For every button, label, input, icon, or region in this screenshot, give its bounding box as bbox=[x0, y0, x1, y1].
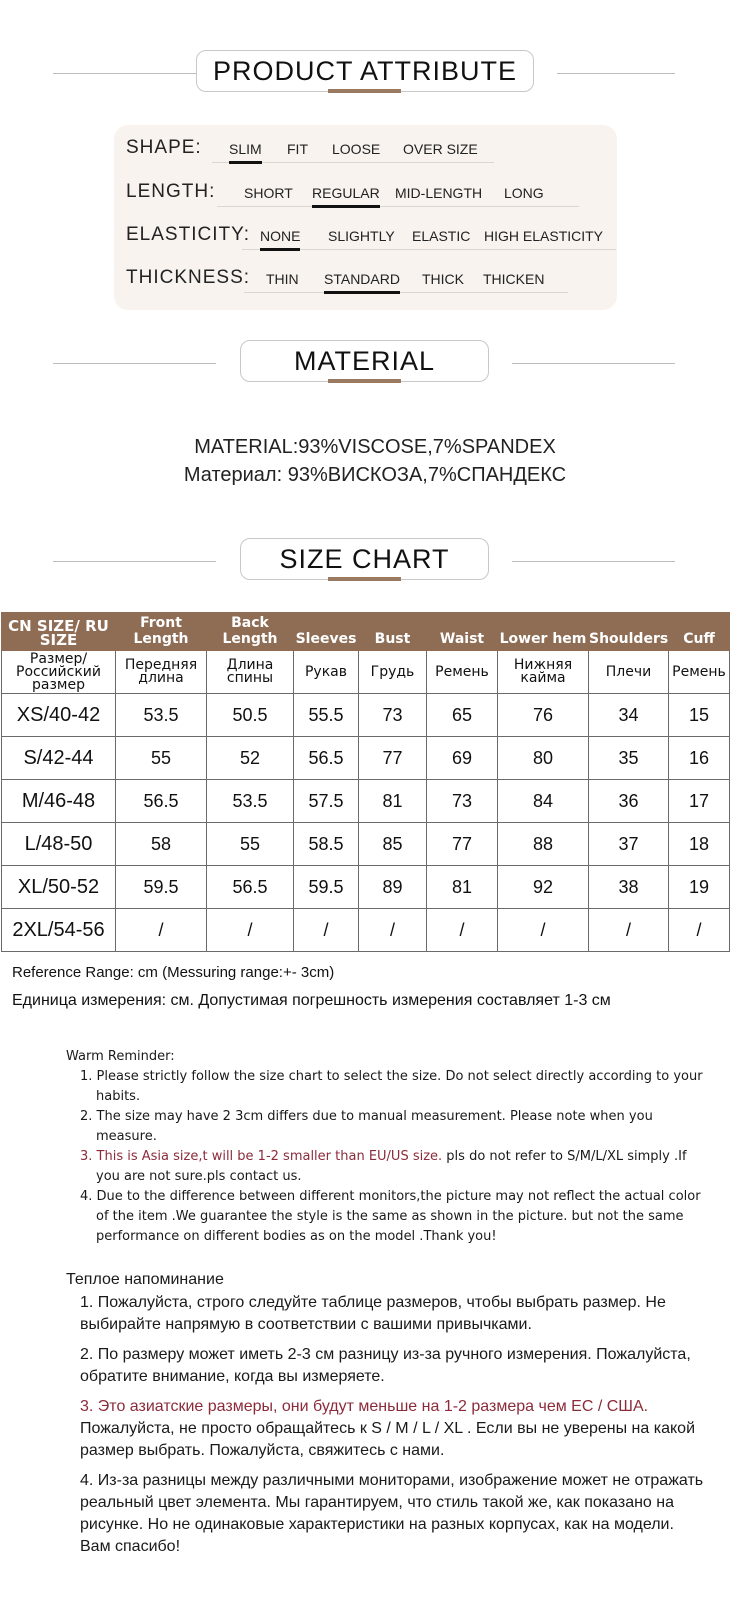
size-chart-table bbox=[1, 612, 730, 952]
measurement-cell: 76 bbox=[498, 694, 589, 737]
column-header: Cuff bbox=[669, 613, 730, 651]
measurement-cell: 73 bbox=[359, 694, 427, 737]
attribute-option: THICK bbox=[422, 271, 464, 287]
measurement-cell: 92 bbox=[498, 866, 589, 909]
accent-bar bbox=[328, 89, 401, 93]
divider-line bbox=[53, 73, 198, 74]
measurement-cell: 56.5 bbox=[294, 737, 359, 780]
reminder-item bbox=[66, 1292, 706, 1336]
measurement-cell: 80 bbox=[498, 737, 589, 780]
reminder-text: 1. Пожалуйста, строго следуйте таблице размеров, чтобы выбрать размер. Не выбирайте напрямую в соответствии с вашими привычками. bbox=[80, 1294, 666, 1333]
section-title: SIZE CHART bbox=[279, 543, 450, 574]
attribute-option: HIGH ELASTICITY bbox=[484, 228, 604, 244]
accent-bar bbox=[328, 379, 401, 383]
measurement-cell: 65 bbox=[427, 694, 498, 737]
measurement-cell: 59.5 bbox=[294, 866, 359, 909]
header-row-en bbox=[2, 613, 730, 651]
measurement-cell: 16 bbox=[669, 737, 730, 780]
measurement-cell: / bbox=[669, 909, 730, 952]
divider-line bbox=[512, 363, 675, 364]
section-title-pill bbox=[240, 538, 489, 580]
measurement-cell: 15 bbox=[669, 694, 730, 737]
attribute-option: LOOSE bbox=[332, 141, 381, 157]
measurement-cell: / bbox=[589, 909, 669, 952]
measurement-cell: 17 bbox=[669, 780, 730, 823]
reminder-title: Warm Reminder: bbox=[66, 1049, 175, 1064]
reference-range-en: Reference Range: cm (Messuring range:+- 3cm) bbox=[12, 964, 335, 981]
size-cell: XS/40-42 bbox=[2, 694, 116, 737]
attribute-label: LENGTH: bbox=[126, 181, 216, 202]
measurement-cell: 52 bbox=[207, 737, 294, 780]
attribute-option: SLIGHTLY bbox=[328, 228, 395, 244]
attribute-option: ELASTIC bbox=[412, 228, 471, 244]
divider-line bbox=[53, 363, 216, 364]
section-title: PRODUCT ATTRIBUTE bbox=[212, 55, 518, 86]
column-header: Front Length bbox=[116, 613, 207, 651]
attribute-option: MID-LENGTH bbox=[395, 185, 483, 201]
column-header: Bust bbox=[359, 613, 427, 651]
reminder-item bbox=[66, 1067, 706, 1107]
column-header: Lower hem bbox=[498, 613, 589, 651]
measurement-cell: / bbox=[359, 909, 427, 952]
measurement-cell: 55 bbox=[207, 823, 294, 866]
divider-line bbox=[557, 73, 675, 74]
reminder-warning-text: 3. This is Asia size,t will be 1-2 smaller than EU/US size. bbox=[80, 1149, 443, 1164]
attribute-option-selected: SLIM bbox=[229, 141, 262, 157]
measurement-cell: 57.5 bbox=[294, 780, 359, 823]
attribute-baseline bbox=[217, 206, 579, 207]
size-row bbox=[2, 780, 730, 823]
column-header: Sleeves bbox=[294, 613, 359, 651]
reminder-item bbox=[66, 1344, 706, 1388]
measurement-cell: 88 bbox=[498, 823, 589, 866]
section-title-pill bbox=[240, 340, 489, 382]
attribute-option: LONG bbox=[504, 185, 544, 201]
measurement-cell: 56.5 bbox=[116, 780, 207, 823]
size-cell: M/46-48 bbox=[2, 780, 116, 823]
column-header-ru: Ремень bbox=[669, 651, 730, 694]
reminder-text: 4. Из-за разницы между различными мониторами, изображение может не отражать реальный цвет элемента. Мы гарантируем, что стиль такой же, как показано на рисунке. Но не одинаковые характеристики на разных корпусах, как на модели. Вам спасибо! bbox=[80, 1472, 704, 1555]
reference-range-ru: Единица измерения: см. Допустимая погрешность измерения составляет 1-3 см bbox=[12, 992, 611, 1009]
reminder-item bbox=[66, 1147, 706, 1187]
reminder-text: 2. The size may have 2 3cm differs due to manual measurement. Please note when you measure. bbox=[80, 1109, 653, 1144]
measurement-cell: 35 bbox=[589, 737, 669, 780]
measurement-cell: 84 bbox=[498, 780, 589, 823]
column-header-ru: Рукав bbox=[294, 651, 359, 694]
section-title-pill bbox=[196, 50, 534, 92]
measurement-cell: 77 bbox=[359, 737, 427, 780]
measurement-cell: 69 bbox=[427, 737, 498, 780]
header-row-ru bbox=[2, 651, 730, 694]
material-composition-en: MATERIAL:93%VISCOSE,7%SPANDEX bbox=[194, 436, 556, 458]
measurement-cell: 77 bbox=[427, 823, 498, 866]
reminder-item bbox=[66, 1187, 706, 1247]
measurement-cell: / bbox=[116, 909, 207, 952]
column-header-ru: Плечи bbox=[589, 651, 669, 694]
reminder-text: 2. По размеру может иметь 2-3 см разницу из-за ручного измерения. Пожалуйста, обратите внимание, когда вы измеряете. bbox=[80, 1346, 691, 1385]
measurement-cell: 56.5 bbox=[207, 866, 294, 909]
reminder-item bbox=[66, 1396, 706, 1462]
column-header-ru: Ремень bbox=[427, 651, 498, 694]
column-header: Shoulders bbox=[589, 613, 669, 651]
measurement-cell: 53.5 bbox=[207, 780, 294, 823]
measurement-cell: 19 bbox=[669, 866, 730, 909]
attribute-baseline bbox=[244, 292, 568, 293]
measurement-cell: / bbox=[294, 909, 359, 952]
reminder-text: Пожалуйста, не просто обращайтесь к S / M / L / XL . Если вы не уверены на какой размер выбрать. Пожалуйста, свяжитесь с нами. bbox=[80, 1420, 695, 1459]
column-header-ru: Нижняя кайма bbox=[498, 651, 589, 694]
column-header-ru: Передняя длина bbox=[116, 651, 207, 694]
measurement-cell: 34 bbox=[589, 694, 669, 737]
measurement-cell: / bbox=[498, 909, 589, 952]
size-row bbox=[2, 866, 730, 909]
section-title: MATERIAL bbox=[293, 345, 436, 376]
size-row bbox=[2, 823, 730, 866]
column-header-ru: Грудь bbox=[359, 651, 427, 694]
column-header-ru: Размер/ Российский размер bbox=[2, 651, 116, 694]
size-row bbox=[2, 909, 730, 952]
measurement-cell: 37 bbox=[589, 823, 669, 866]
section-header-product-attribute bbox=[0, 50, 750, 100]
measurement-cell: 58.5 bbox=[294, 823, 359, 866]
reminder-item bbox=[66, 1470, 706, 1558]
measurement-cell: 89 bbox=[359, 866, 427, 909]
measurement-cell: 53.5 bbox=[116, 694, 207, 737]
attribute-option: FIT bbox=[287, 141, 308, 157]
column-header-ru: Длина спины bbox=[207, 651, 294, 694]
reminder-item bbox=[66, 1107, 706, 1147]
measurement-cell: 81 bbox=[359, 780, 427, 823]
measurement-cell: 55.5 bbox=[294, 694, 359, 737]
attribute-option: THICKEN bbox=[483, 271, 545, 287]
material-composition-ru: Материал: 93%ВИСКОЗА,7%СПАНДЕКС bbox=[183, 464, 567, 486]
column-header: Waist bbox=[427, 613, 498, 651]
column-header: Back Length bbox=[207, 613, 294, 651]
attribute-option: THIN bbox=[266, 271, 299, 287]
size-cell: XL/50-52 bbox=[2, 866, 116, 909]
measurement-cell: 85 bbox=[359, 823, 427, 866]
divider-line bbox=[53, 561, 216, 562]
measurement-cell: 38 bbox=[589, 866, 669, 909]
warm-reminder-ru bbox=[66, 1271, 706, 1566]
reminder-warning-text: 3. Это азиатские размеры, они будут меньше на 1-2 размера чем ЕС / США. bbox=[80, 1398, 649, 1415]
reminder-text: 1. Please strictly follow the size chart to select the size. Do not select directly according to your habits. bbox=[80, 1069, 703, 1104]
column-header: CN SIZE/ RU SIZE bbox=[2, 613, 116, 651]
size-row bbox=[2, 694, 730, 737]
warm-reminder-en bbox=[66, 1049, 706, 1247]
reminder-text: 4. Due to the difference between different monitors,the picture may not reflect the actual color of the item .We guarantee the style is the same as shown in the picture. but not the same performance on different bodies as on the model .Thank you! bbox=[80, 1189, 701, 1244]
size-row bbox=[2, 737, 730, 780]
attribute-label: SHAPE: bbox=[126, 137, 202, 158]
measurement-cell: 73 bbox=[427, 780, 498, 823]
attribute-panel bbox=[114, 125, 617, 310]
measurement-cell: 36 bbox=[589, 780, 669, 823]
attribute-option-selected: REGULAR bbox=[312, 185, 380, 201]
measurement-cell: 55 bbox=[116, 737, 207, 780]
measurement-cell: 59.5 bbox=[116, 866, 207, 909]
size-cell: 2XL/54-56 bbox=[2, 909, 116, 952]
section-header-size-chart bbox=[0, 538, 750, 588]
measurement-cell: / bbox=[207, 909, 294, 952]
attribute-option: SHORT bbox=[244, 185, 293, 201]
measurement-cell: 81 bbox=[427, 866, 498, 909]
attribute-label: THICKNESS: bbox=[126, 267, 251, 288]
divider-line bbox=[512, 561, 675, 562]
reminder-title: Теплое напоминание bbox=[66, 1271, 224, 1288]
attribute-option-selected: STANDARD bbox=[324, 271, 400, 287]
reminder-text: pls do not refer to S/M/L/XL simply .If you are not sure.pls contact us. bbox=[96, 1149, 687, 1184]
accent-bar bbox=[328, 577, 401, 581]
measurement-cell: 18 bbox=[669, 823, 730, 866]
section-header-material bbox=[0, 340, 750, 390]
measurement-cell: / bbox=[427, 909, 498, 952]
size-cell: S/42-44 bbox=[2, 737, 116, 780]
attribute-label: ELASTICITY: bbox=[126, 224, 250, 245]
attribute-option-selected: NONE bbox=[260, 228, 301, 244]
size-cell: L/48-50 bbox=[2, 823, 116, 866]
attribute-option: OVER SIZE bbox=[403, 141, 478, 157]
measurement-cell: 50.5 bbox=[207, 694, 294, 737]
measurement-cell: 58 bbox=[116, 823, 207, 866]
